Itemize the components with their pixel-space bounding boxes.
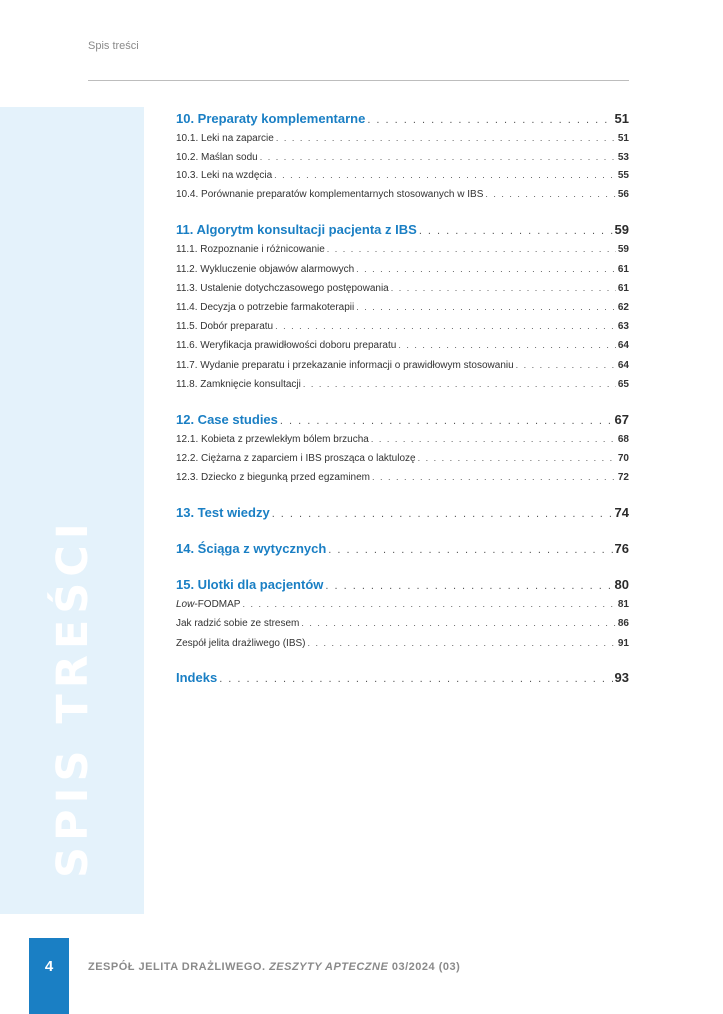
page-number-tab <box>29 938 69 1014</box>
toc-item-10-4[interactable] <box>176 187 629 201</box>
toc-item-label: 10.1. Leki na zaparcie <box>176 133 274 144</box>
toc-section-label: 15. Ulotki dla pacjentów <box>176 577 324 592</box>
toc-item-label: 12.3. Dziecko z biegunką przed egzaminem <box>176 472 370 483</box>
toc-item-label-rest: -FODMAP <box>194 599 241 610</box>
toc-page-number: 74 <box>614 505 629 520</box>
toc-item-11-7[interactable] <box>176 358 629 372</box>
toc-section-10[interactable] <box>176 110 629 127</box>
toc-section-11[interactable] <box>176 221 629 238</box>
dot-leader <box>367 112 612 129</box>
footer-series: ZESZYTY APTECZNE <box>269 961 389 973</box>
toc-section-13[interactable] <box>176 504 629 521</box>
dot-leader <box>219 671 612 688</box>
toc-page-number: 56 <box>617 189 629 200</box>
toc-section-label: 11. Algorytm konsultacji pacjenta z IBS <box>176 222 417 237</box>
toc-page-number: 64 <box>617 340 629 351</box>
toc-item-label: 11.6. Weryfikacja prawidłowości doboru preparatu <box>176 340 397 351</box>
dot-leader <box>371 432 616 446</box>
toc-page-number: 91 <box>617 638 629 649</box>
toc-item-11-6[interactable] <box>176 338 629 352</box>
toc-item-10-1[interactable] <box>176 131 629 145</box>
toc-item-10-2[interactable] <box>176 150 629 164</box>
toc-section-label: 12. Case studies <box>176 412 278 427</box>
running-head: Spis treści <box>88 40 139 52</box>
toc-item-label: 11.3. Ustalenie dotychczasowego postępowania <box>176 283 389 294</box>
toc-item-12-2[interactable] <box>176 451 629 465</box>
dot-leader <box>356 262 616 276</box>
sidebar-title: SPIS TREŚCI <box>48 517 98 878</box>
page-number: 4 <box>44 958 54 975</box>
toc-item-10-3[interactable] <box>176 168 629 182</box>
toc-page-number: 62 <box>617 302 629 313</box>
toc-item-15-2[interactable] <box>176 616 629 630</box>
toc-item-label: 11.7. Wydanie preparatu i przekazanie informacji o prawidłowym stosowaniu <box>176 360 514 371</box>
footer-publication <box>88 961 460 973</box>
dot-leader <box>275 319 616 333</box>
dot-leader <box>272 506 613 523</box>
toc-page-number: 61 <box>617 264 629 275</box>
dot-leader <box>419 223 613 240</box>
toc-item-label: 10.2. Maślan sodu <box>176 152 258 163</box>
toc-item-12-3[interactable] <box>176 470 629 484</box>
toc-item-label: 11.2. Wykluczenie objawów alarmowych <box>176 264 355 275</box>
dot-leader <box>398 338 616 352</box>
toc-page-number: 64 <box>617 360 629 371</box>
toc-page-number: 59 <box>617 244 629 255</box>
dot-leader <box>372 470 616 484</box>
footer-issue: 03/2024 (03) <box>391 961 461 973</box>
toc-section-15[interactable] <box>176 576 629 593</box>
dot-leader <box>260 150 616 164</box>
toc-page-number: 67 <box>614 412 629 427</box>
toc-item-label: 11.1. Rozpoznanie i różnicowanie <box>176 244 325 255</box>
header-divider <box>88 80 629 81</box>
toc-page-number: 81 <box>617 599 629 610</box>
toc-item-label <box>176 598 240 612</box>
toc-page-number: 76 <box>614 541 629 556</box>
toc-section-label: Indeks <box>176 670 218 685</box>
toc-item-11-1[interactable] <box>176 242 629 256</box>
toc-page-number: 93 <box>614 670 629 685</box>
toc-item-label: 12.2. Ciężarna z zaparciem i IBS prosząca o laktulozę <box>176 453 416 464</box>
toc-item-11-8[interactable] <box>176 377 629 391</box>
toc-page-number: 86 <box>617 618 629 629</box>
toc-section-14[interactable] <box>176 540 629 557</box>
dot-leader <box>516 358 616 372</box>
toc-item-label-italic: Low <box>176 599 195 610</box>
toc-section-label: 14. Ściąga z wytycznych <box>176 541 327 556</box>
dot-leader <box>276 131 616 145</box>
toc-section-label: 10. Preparaty komplementarne <box>176 111 366 126</box>
toc-item-label: 12.1. Kobieta z przewlekłym bólem brzucha <box>176 434 369 445</box>
dot-leader <box>356 300 616 314</box>
toc-index[interactable] <box>176 669 629 686</box>
toc-page-number: 61 <box>617 283 629 294</box>
toc-page-number: 80 <box>614 577 629 592</box>
dot-leader <box>328 542 612 559</box>
dot-leader <box>418 451 616 465</box>
dot-leader <box>242 597 615 611</box>
toc-item-15-3[interactable] <box>176 636 629 650</box>
toc-page-number: 70 <box>617 453 629 464</box>
toc-page-number: 63 <box>617 321 629 332</box>
toc-item-11-5[interactable] <box>176 319 629 333</box>
toc-page-number: 68 <box>617 434 629 445</box>
toc-page-number: 72 <box>617 472 629 483</box>
toc-item-label: 11.4. Decyzja o potrzebie farmakoterapii <box>176 302 355 313</box>
dot-leader <box>308 636 616 650</box>
dot-leader <box>274 168 616 182</box>
toc-item-15-1[interactable] <box>176 597 629 611</box>
dot-leader <box>280 413 613 430</box>
toc-item-11-4[interactable] <box>176 300 629 314</box>
toc-page-number: 51 <box>617 133 629 144</box>
toc-item-11-3[interactable] <box>176 281 629 295</box>
toc-item-label: 11.8. Zamknięcie konsultacji <box>176 379 301 390</box>
toc-page-number: 51 <box>614 111 629 126</box>
toc-item-label: 10.4. Porównanie preparatów komplementarnych stosowanych w IBS <box>176 189 484 200</box>
toc-item-label: 10.3. Leki na wzdęcia <box>176 170 273 181</box>
toc-section-12[interactable] <box>176 411 629 428</box>
dot-leader <box>301 616 615 630</box>
toc-section-label: 13. Test wiedzy <box>176 505 270 520</box>
toc-page-number: 65 <box>617 379 629 390</box>
dot-leader <box>391 281 616 295</box>
toc-item-label: Jak radzić sobie ze stresem <box>176 618 300 629</box>
toc-page-number: 53 <box>617 152 629 163</box>
footer-title: ZESPÓŁ JELITA DRAŻLIWEGO. <box>88 961 266 973</box>
toc-item-label: Zespół jelita drażliwego (IBS) <box>176 638 306 649</box>
toc-page-number: 55 <box>617 170 629 181</box>
dot-leader <box>327 242 616 256</box>
dot-leader <box>485 187 615 201</box>
toc-page-number: 59 <box>614 222 629 237</box>
toc-item-label: 11.5. Dobór preparatu <box>176 321 274 332</box>
toc-item-11-2[interactable] <box>176 262 629 276</box>
dot-leader <box>303 377 616 391</box>
dot-leader <box>325 578 612 595</box>
toc-item-12-1[interactable] <box>176 432 629 446</box>
